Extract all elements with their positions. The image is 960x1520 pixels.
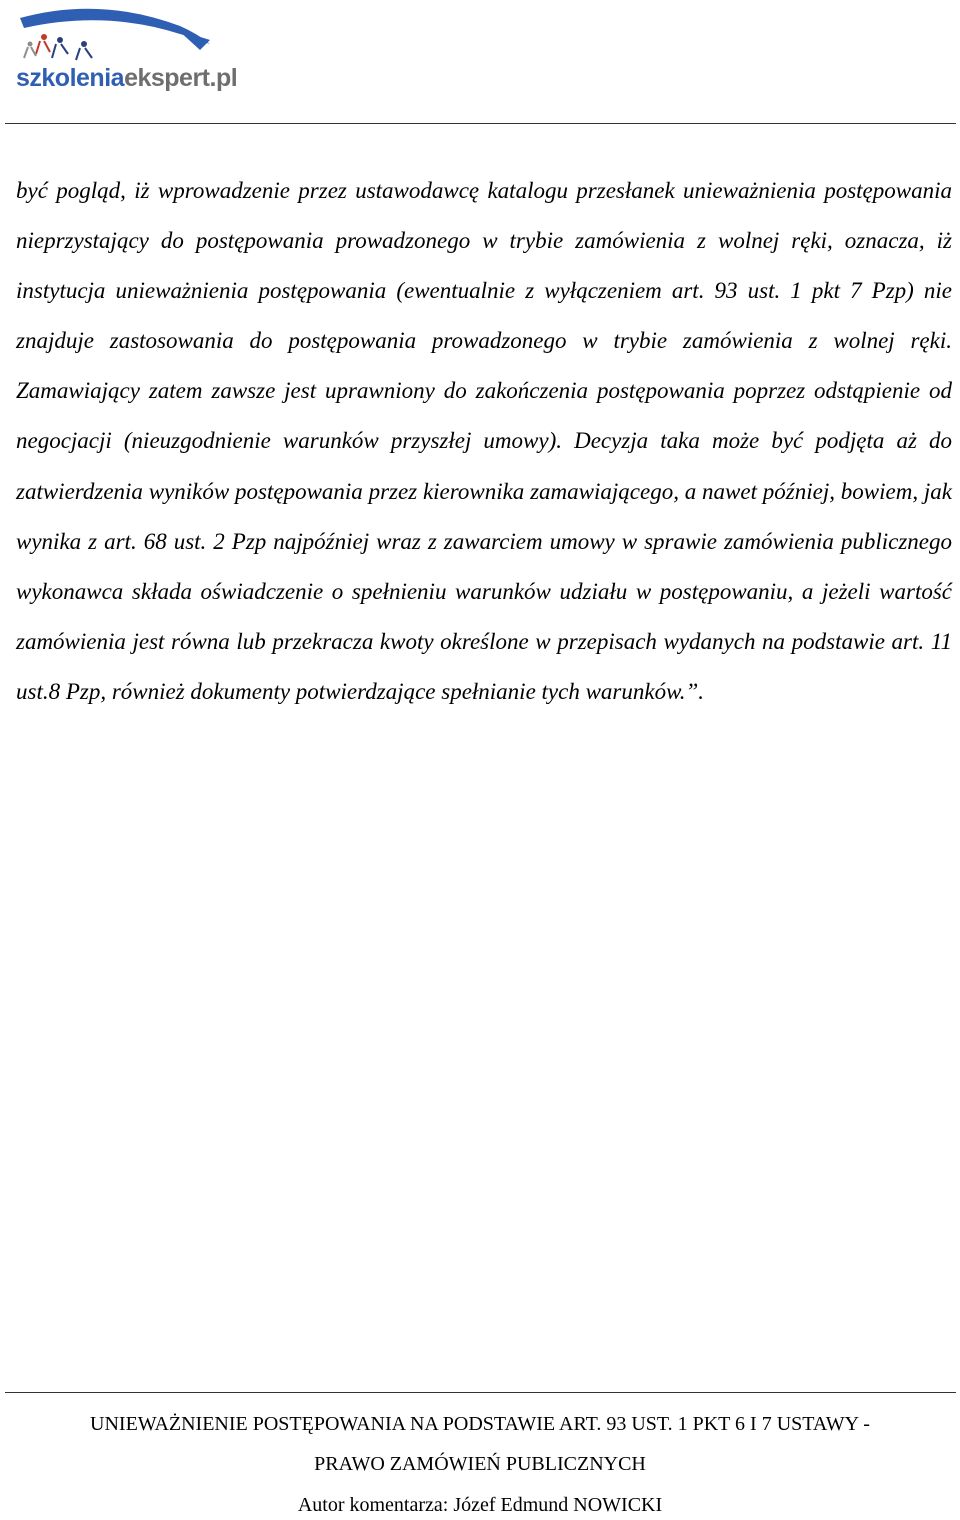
footer-author: Autor komentarza: Józef Edmund NOWICKI	[297, 1494, 663, 1516]
logo-text-part1: szkolenia	[16, 64, 125, 92]
footer-divider	[5, 1392, 956, 1393]
logo-wordmark	[16, 64, 237, 93]
footer-title-line1: UNIEWAŻNIENIE POSTĘPOWANIA NA PODSTAWIE ART. 93 UST. 1 PKT 6 I 7 USTAWY -	[90, 1413, 870, 1435]
body-paragraph: być pogląd, iż wprowadzenie przez ustawodawcę katalogu przesłanek unieważnienia postępowania nieprzystający do postępowania prowadzonego w trybie zamówienia z wolnej ręki, oznacza, iż instytucja unieważnienia postępowania (ewentualnie z wyłączeniem art. 93 ust. 1 pkt 7 Pzp) nie znajduje zastosowania do postępowania prowadzonego w trybie zamówienia z wolnej ręki. Zamawiający zatem zawsze jest uprawniony do zakończenia postępowania poprzez odstąpienie od negocjacji (nieuzgodnienie warunków przyszłej umowy). Decyzja taka może być podjęta aż do zatwierdzenia wyników postępowania przez kierownika zamawiającego, a nawet później, bowiem, jak wynika z art. 68 ust. 2 Pzp najpóźniej wraz z zawarciem umowy w sprawie zamówienia publicznego wykonawca składa oświadczenie o spełnieniu warunków udziału w postępowaniu, a jeżeli wartość zamówienia jest równa lub przekracza kwoty określone w przepisach wydanych na podstawie art. 11 ust.8 Pzp, również dokumenty potwierdzające spełnianie tych warunków.”.	[16, 178, 952, 704]
header-divider	[5, 123, 956, 124]
company-logo[interactable]	[10, 4, 238, 102]
footer-title-line2: PRAWO ZAMÓWIEŃ PUBLICZNYCH	[314, 1453, 646, 1475]
logo-text-part2: ekspert.pl	[124, 64, 238, 92]
running-figures-icon	[36, 34, 50, 54]
